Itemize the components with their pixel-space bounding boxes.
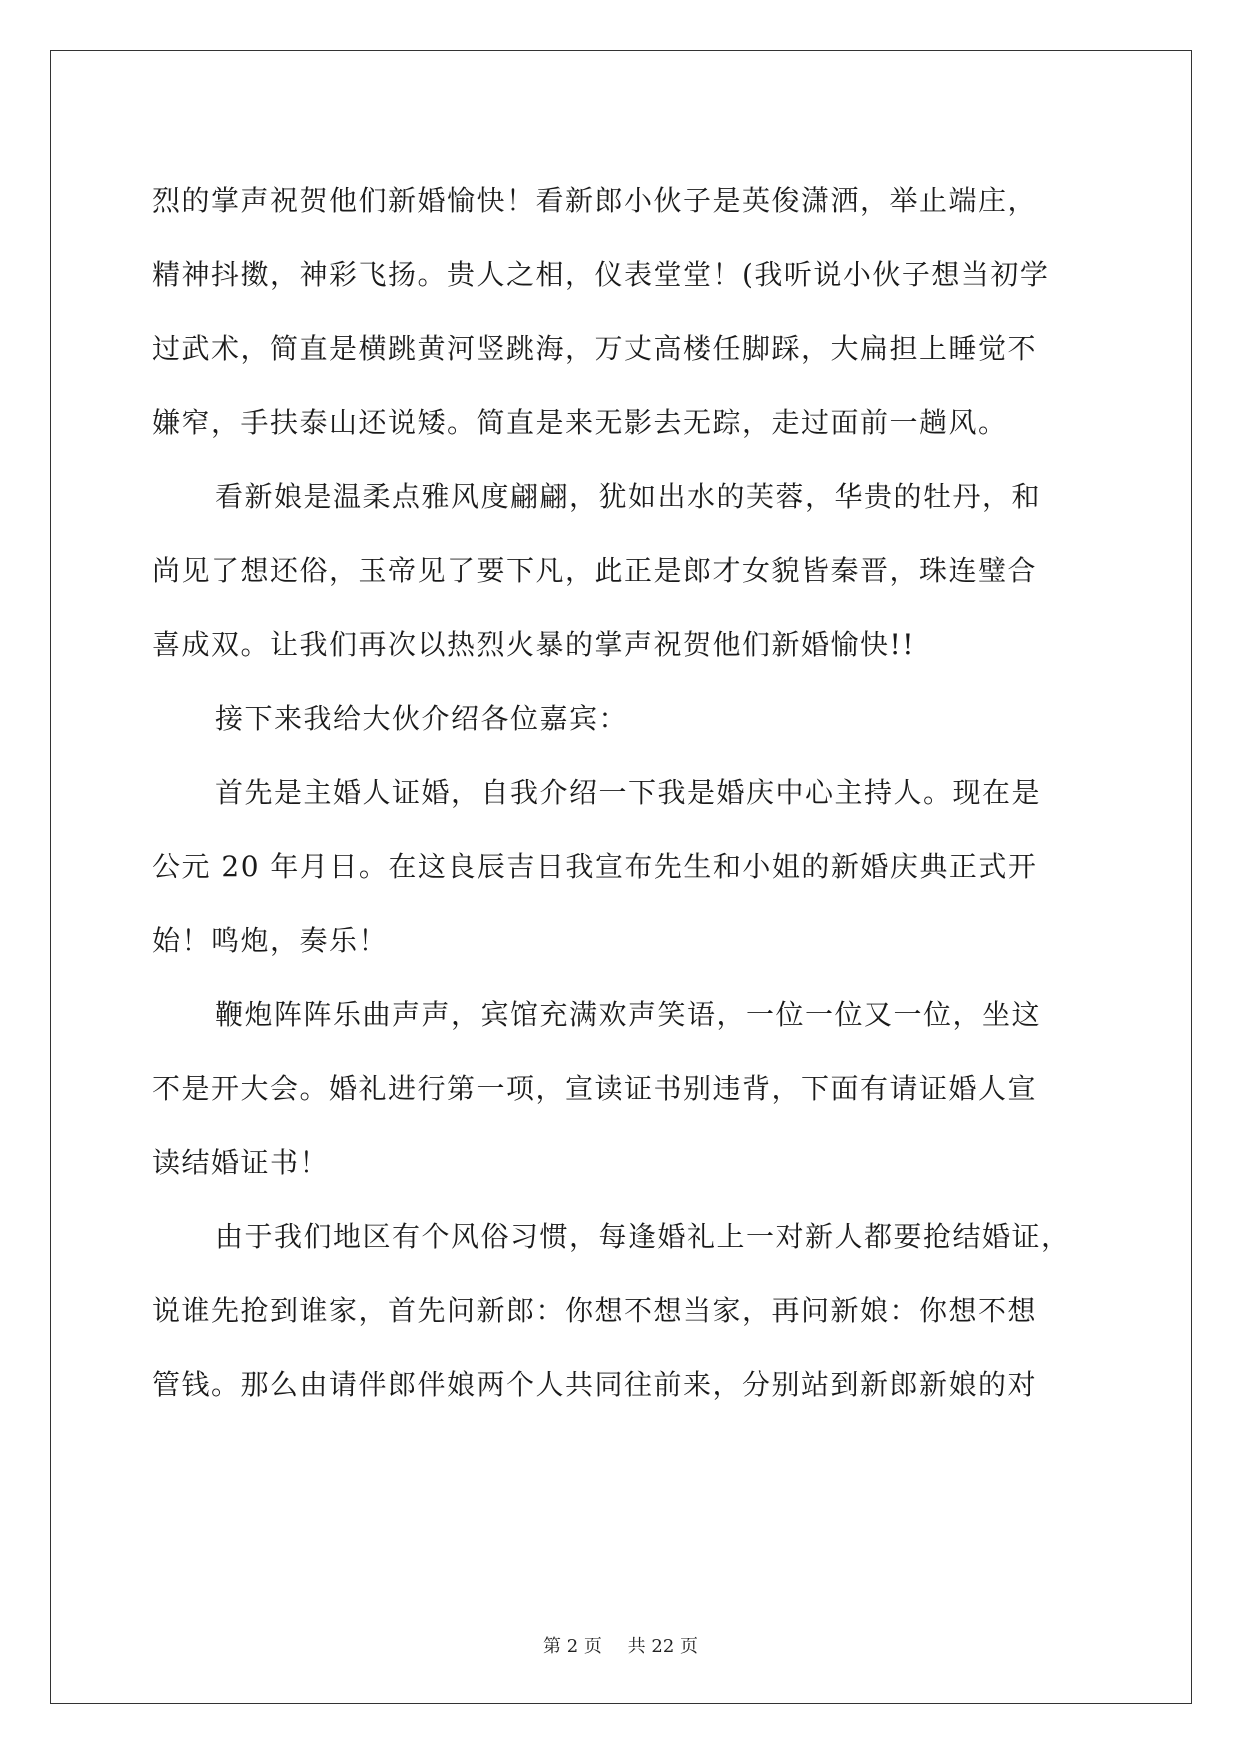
paragraph-6-line-1: 由于我们地区有个风俗习惯，每逢婚礼上一对新人都要抢结婚证， (215, 1220, 1071, 1253)
paragraph-1-line-1: 烈的掌声祝贺他们新婚愉快！看新郎小伙子是英俊潇洒，举止端庄， (152, 184, 1038, 217)
paragraph-6-line-3: 管钱。那么由请伴郎伴娘两个人共同往前来，分别站到新郎新娘的对 (152, 1368, 1038, 1401)
paragraph-5-line-2: 不是开大会。婚礼进行第一项，宣读证书别违背，下面有请证婚人宣 (152, 1072, 1038, 1105)
page-number: 第 2 页 (543, 1636, 602, 1657)
paragraph-4-line-1: 首先是主婚人证婚，自我介绍一下我是婚庆中心主持人。现在是 (215, 776, 1042, 809)
paragraph-2-line-2: 尚见了想还俗，玉帝见了要下凡，此正是郎才女貌皆秦晋，珠连璧合 (152, 554, 1038, 587)
page-total: 共 22 页 (627, 1636, 698, 1657)
page-footer (0, 1632, 1241, 1658)
document-body (152, 164, 1097, 1422)
paragraph-1-line-4: 嫌窄，手扶泰山还说矮。简直是来无影去无踪，走过面前一趟风。 (152, 406, 1008, 439)
paragraph-2-line-3: 喜成双。让我们再次以热烈火暴的掌声祝贺他们新婚愉快!! (152, 628, 916, 661)
paragraph-5-line-3: 读结婚证书！ (152, 1146, 330, 1179)
paragraph-5-line-1: 鞭炮阵阵乐曲声声，宾馆充满欢声笑语，一位一位又一位，坐这 (215, 998, 1042, 1031)
paragraph-4-line-3: 始！鸣炮，奏乐！ (152, 924, 389, 957)
paragraph-1-line-2: 精神抖擞，神彩飞扬。贵人之相，仪表堂堂！(我听说小伙子想当初学 (152, 258, 1050, 291)
paragraph-3-line-1: 接下来我给大伙介绍各位嘉宾： (215, 702, 629, 735)
paragraph-1-line-3: 过武术，简直是横跳黄河竖跳海，万丈高楼任脚踩，大扁担上睡觉不 (152, 332, 1038, 365)
paragraph-4-line-2: 公元 20 年月日。在这良辰吉日我宣布先生和小姐的新婚庆典正式开 (152, 850, 1038, 883)
paragraph-2-line-1: 看新娘是温柔点雅风度翩翩，犹如出水的芙蓉，华贵的牡丹，和 (215, 480, 1042, 513)
paragraph-6-line-2: 说谁先抢到谁家，首先问新郎：你想不想当家，再问新娘：你想不想 (152, 1294, 1038, 1327)
